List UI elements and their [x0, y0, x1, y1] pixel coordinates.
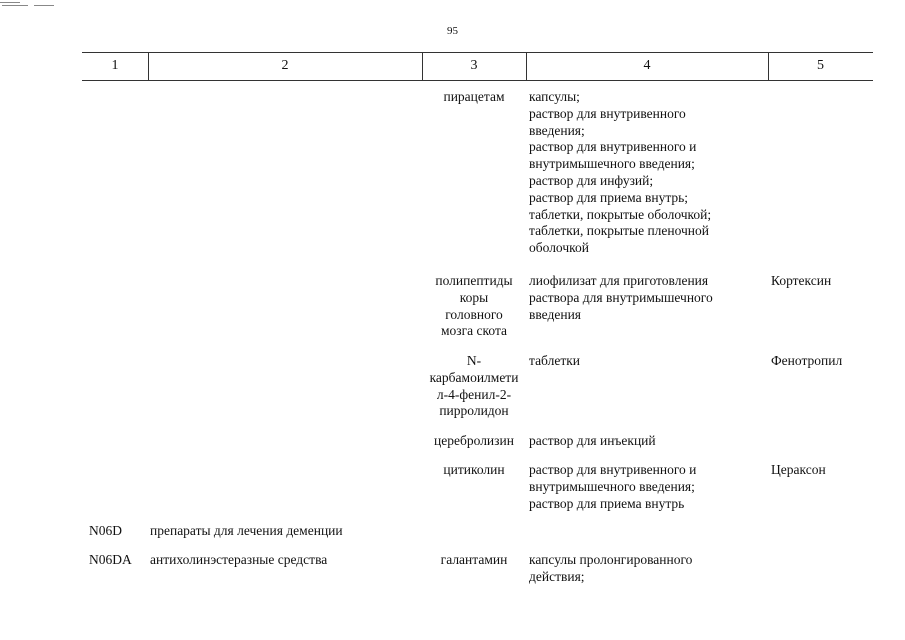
table-row-brand-name: Цераксон	[771, 462, 826, 477]
table-row-dosage-form: таблетки	[529, 353, 581, 368]
table-row-atc-group: препараты для лечения деменции	[150, 523, 343, 538]
table-row-atc-code: N06DA	[89, 552, 132, 567]
header-col-1: 1	[111, 58, 119, 73]
table-row-dosage-form: капсулы пролонгированного действия;	[529, 552, 693, 584]
table-row-atc-group: антихолинэстеразные средства	[150, 552, 328, 567]
header-col-3: 3	[470, 58, 478, 73]
table-row-dosage-form: раствор для инъекций	[529, 433, 656, 448]
scan-artifact	[0, 0, 60, 7]
table-row-drug-name: галантамин	[440, 552, 508, 567]
table-row-drug-name: полипептиды коры головного мозга скота	[435, 273, 513, 339]
table-row-drug-name: цитиколин	[443, 462, 505, 477]
table-row-dosage-form: раствор для внутривенного и внутримышечного введения; раствор для приема внутрь	[529, 462, 697, 511]
header-col-2: 2	[281, 58, 289, 73]
table-row-brand-name: Кортексин	[771, 273, 832, 288]
header-col-5: 5	[817, 58, 824, 73]
table-row-dosage-form: капсулы; раствор для внутривенного введения; раствор для внутривенного и внутримышечного введения; раствор для инфузий; раствор для приема внутрь; таблетки, покрытые оболочкой; таблетки, покрытые пленочной оболочкой	[529, 89, 712, 256]
table-header-rule	[82, 80, 873, 81]
table-row-drug-name: N- карбамоилмети л-4-фенил-2- пирролидон	[429, 353, 519, 419]
table-row-atc-code: N06D	[89, 523, 122, 538]
page-number: 95	[447, 25, 458, 37]
header-col-4: 4	[643, 58, 651, 73]
table-row-drug-name: пирацетам	[443, 89, 505, 104]
table-top-rule	[82, 52, 873, 53]
table-row-brand-name: Фенотропил	[771, 353, 843, 368]
table-row-dosage-form: лиофилизат для приготовления раствора для внутримышечного введения	[529, 273, 713, 322]
table-row-drug-name: церебролизин	[434, 433, 514, 448]
